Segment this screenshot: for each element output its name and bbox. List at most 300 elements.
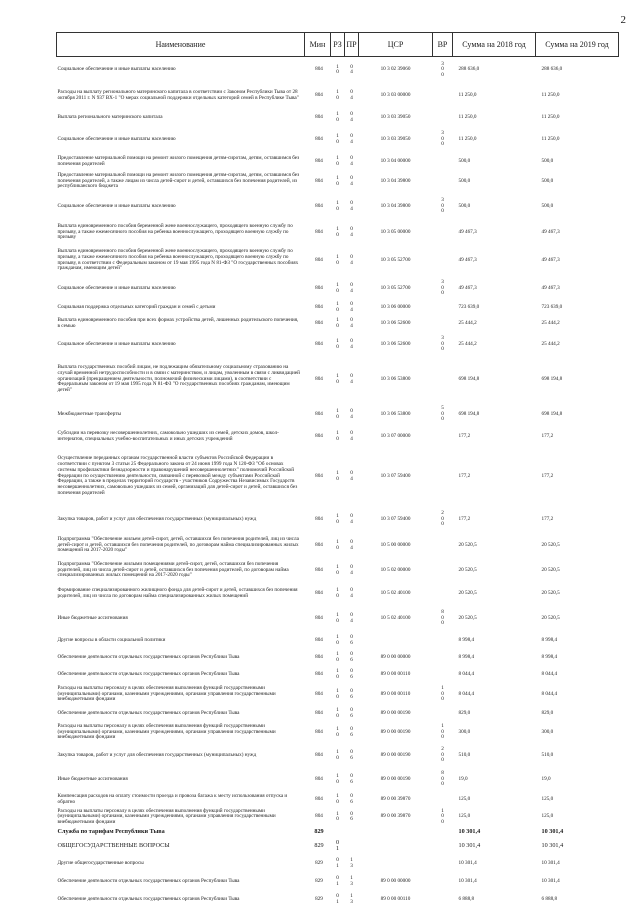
row-pr: [345, 301, 359, 315]
row-csr: 10 3 05 52700: [380, 256, 411, 263]
col-header-csr: ЦСР: [359, 33, 433, 57]
row-min: 804: [315, 589, 323, 596]
row-pr: [345, 245, 359, 277]
row-name: Расходы на выплаты персоналу в целях обеспечения выполнения функций государственными (муниципальными) органами, казенными учреждениями, органами управления государственными внебюджетными фондами: [57, 807, 276, 826]
row-rz: [331, 447, 345, 507]
row-rz-value: 1 0: [336, 132, 339, 145]
table-row: [57, 707, 619, 722]
row-name: Другие общегосударственные вопросы: [57, 859, 144, 866]
row-pr-value: 0 4: [350, 300, 353, 313]
row-sum-2019: 8 998,4: [541, 636, 558, 643]
row-rz: [331, 855, 345, 873]
row-csr: 10 3 06 52600: [380, 319, 411, 326]
row-sum-2018: 125,0: [458, 795, 471, 802]
row-vr: [433, 301, 453, 315]
row-vr: [433, 357, 453, 403]
row-csr: 10 5 02 40100: [380, 589, 411, 596]
row-csr: 10 5 00 00000: [380, 541, 411, 548]
table-row: [57, 357, 619, 403]
row-sum-2018: 49 467,3: [458, 256, 477, 263]
row-min: 829: [314, 827, 324, 835]
table-row: [57, 744, 619, 768]
row-csr: 10 3 04 39800: [380, 202, 411, 209]
row-sum-2018: 20 520,5: [458, 566, 477, 573]
row-sum-2019: 8 044,4: [541, 670, 558, 677]
row-pr-value: 0 6: [350, 633, 353, 646]
row-min: 829: [315, 859, 323, 866]
row-rz: [331, 403, 345, 427]
row-min: 804: [315, 710, 323, 717]
row-sum-2019: 829,0: [541, 710, 554, 717]
row-min: 804: [315, 157, 323, 164]
row-name: Выплата единовременного пособия беременной жене военнослужащего, проходящего военную службу по призыву, а также ежемесячного пособия на ребенка военнослужащего, проходящего военную службу по призыву, в соответствии с Федеральным законом от 19 мая 1995 года N 81-ФЗ "О государственных пособиях гражданам, имеющим детей": [57, 247, 299, 272]
row-pr-value: 1 3: [350, 857, 353, 869]
row-sum-2019: 49 467,3: [541, 228, 560, 235]
table-row: [57, 277, 619, 301]
row-vr-value: 5 0 0: [441, 405, 444, 423]
row-vr: [433, 633, 453, 649]
row-csr: 89 0 00 00000: [380, 877, 411, 884]
row-sum-2018: 300,0: [458, 728, 471, 735]
row-vr: [433, 221, 453, 245]
row-rz-value: 1 0: [336, 633, 339, 646]
row-csr: 10 3 03 39050: [380, 113, 411, 120]
row-sum-2018: 19,0: [458, 775, 468, 782]
row-sum-2019: 10 301,4: [541, 827, 564, 835]
col-header-pr: ПР: [345, 33, 359, 57]
row-rz: [331, 559, 345, 583]
row-vr: [433, 277, 453, 301]
row-name: Подпрограмма "Обеспечение жилыми помещениями детей-сирот, детей, оставшихся без попечения родителей, лиц из числа детей-сирот и детей, оставшихся без попечения родителей, по договорам найма специализированных жилых помещений на 2017-2020 годы": [57, 560, 289, 579]
row-pr-value: 0 4: [350, 281, 353, 294]
row-min: 829: [315, 895, 323, 902]
table-row: [57, 808, 619, 827]
row-rz: [331, 84, 345, 109]
row-pr-value: 0 6: [350, 792, 353, 805]
row-rz-value: 0 1: [336, 857, 339, 869]
row-name: Социальная поддержка отдельных категорий граждан и семей с детьми: [57, 303, 216, 310]
row-vr: [433, 507, 453, 533]
row-min: 804: [315, 636, 323, 643]
row-min: 804: [315, 653, 323, 660]
row-pr: [345, 744, 359, 768]
row-vr-value: 1 0 0: [441, 685, 444, 703]
row-csr: 89 0 00 39870: [380, 813, 411, 820]
row-rz: [331, 707, 345, 722]
row-name: Межбюджетные трансферты: [57, 410, 122, 417]
row-sum-2018: 11 250,0: [458, 113, 477, 120]
row-sum-2018: 20 520,5: [458, 541, 477, 548]
row-sum-2018: 125,0: [458, 813, 471, 820]
row-pr-value: 0 6: [350, 725, 353, 738]
row-vr-value: 8 0 0: [441, 770, 444, 788]
row-csr: 10 3 06 53800: [380, 375, 411, 382]
row-vr: [433, 315, 453, 333]
row-pr-value: 0 6: [350, 810, 353, 823]
row-name: Иные бюджетные ассигнования: [57, 614, 128, 621]
row-pr-value: 0 4: [350, 110, 353, 123]
row-csr: 10 3 06 00000: [380, 303, 411, 310]
row-vr-value: 3 0 0: [441, 335, 444, 353]
table-row: [57, 533, 619, 559]
row-rz: [331, 533, 345, 559]
row-rz: [331, 57, 345, 84]
row-min: 804: [315, 751, 323, 758]
row-rz-value: 1 0: [336, 110, 339, 123]
row-rz-value: 1 0: [336, 253, 339, 266]
row-pr: [345, 722, 359, 744]
row-sum-2018: 500,0: [458, 202, 471, 209]
row-min: 804: [315, 775, 323, 782]
row-csr: [359, 827, 433, 837]
row-sum-2019: 20 520,5: [541, 589, 560, 596]
row-rz-value: 0 1: [336, 875, 339, 887]
row-rz-value: 1 0: [336, 372, 339, 385]
row-csr: 89 0 00 00110: [380, 670, 411, 677]
row-rz: [331, 357, 345, 403]
row-pr: [345, 57, 359, 84]
row-vr: [433, 837, 453, 855]
row-name: Расходы на выплату регионального материнского капитала в соответствии с Законом Республики Тыва от 28 октября 2011 г. N 937 ВХ-1 "О мерах социальной поддержки отдельных категорий семей в Республике Тыва": [57, 89, 299, 101]
table-row: [57, 891, 619, 905]
row-rz: [331, 507, 345, 533]
row-min: 804: [315, 202, 323, 209]
row-sum-2018: 25 444,2: [458, 340, 477, 347]
row-vr: [433, 855, 453, 873]
row-min: 804: [315, 113, 323, 120]
row-csr: 89 0 00 00110: [380, 895, 411, 902]
row-name: Обеспечение деятельности отдельных государственных органов Республики Тыва: [57, 653, 240, 660]
row-csr: 10 3 03 39050: [380, 135, 411, 142]
row-min: 829: [314, 841, 324, 849]
row-pr: [345, 84, 359, 109]
row-csr: 10 3 03 00000: [380, 92, 411, 99]
row-pr-value: 0 4: [350, 225, 353, 238]
row-pr-value: 0 4: [350, 407, 353, 420]
row-pr: [345, 583, 359, 605]
row-pr: [345, 808, 359, 827]
row-min: 804: [315, 284, 323, 291]
row-min: 804: [315, 319, 323, 326]
row-name: Социальное обеспечение и иные выплаты населению: [57, 66, 176, 73]
table-header: [57, 33, 619, 57]
table-row: [57, 427, 619, 447]
row-rz-value: 1 0: [336, 611, 339, 624]
row-sum-2018: 10 301,4: [458, 841, 481, 849]
table-row: [57, 605, 619, 633]
row-sum-2019: 125,0: [541, 795, 554, 802]
row-name: Обеспечение деятельности отдельных государственных органов Республики Тыва: [57, 710, 240, 717]
row-csr: 89 0 00 39870: [380, 795, 411, 802]
row-csr: 89 0 00 00190: [380, 775, 411, 782]
row-rz: [331, 722, 345, 744]
row-pr-value: 0 4: [350, 337, 353, 350]
row-sum-2019: 49 467,3: [541, 256, 560, 263]
row-vr-value: 1 0 0: [441, 807, 444, 825]
table-row: [57, 127, 619, 153]
row-pr-value: 0 4: [350, 316, 353, 329]
row-pr-value: 0 6: [350, 667, 353, 680]
row-sum-2019: 8 998,4: [541, 653, 558, 660]
row-name: Расходы на выплаты персоналу в целях обеспечения выполнения функций государственными (муниципальными) органами, казенными учреждениями, органами управления государственными внебюджетными фондами: [57, 684, 276, 703]
row-min: 804: [315, 566, 323, 573]
row-pr-value: 0 6: [350, 707, 353, 719]
row-pr: [345, 109, 359, 127]
row-vr: [433, 447, 453, 507]
row-sum-2018: 723 639,0: [458, 303, 480, 310]
table-row: [57, 667, 619, 683]
row-sum-2018: 829,0: [458, 710, 471, 717]
row-min: 829: [315, 877, 323, 884]
row-pr: [345, 633, 359, 649]
table-row: [57, 447, 619, 507]
row-pr: [345, 707, 359, 722]
row-sum-2019: 500,0: [541, 202, 554, 209]
row-vr-value: 3 0 0: [441, 60, 444, 79]
row-pr-value: 0 4: [350, 199, 353, 212]
row-pr-value: 0 6: [350, 650, 353, 663]
row-sum-2018: 177,2: [458, 432, 471, 439]
row-rz: [331, 683, 345, 707]
row-rz-value: 1 0: [336, 407, 339, 420]
col-header-sum-2019: Сумма на 2019 год: [536, 33, 619, 57]
row-csr: 10 3 06 52600: [380, 340, 411, 347]
row-csr: 10 3 05 00000: [380, 228, 411, 235]
row-vr: [433, 707, 453, 722]
row-name: Закупка товаров, работ и услуг для обеспечения государственных (муниципальных) нужд: [57, 751, 257, 758]
row-vr: [433, 873, 453, 891]
row-sum-2018: 500,0: [458, 157, 471, 164]
row-rz: [331, 792, 345, 808]
table-row: [57, 873, 619, 891]
row-min: 804: [315, 135, 323, 142]
row-sum-2018: 698 194,8: [458, 375, 480, 382]
row-vr-value: 3 0 0: [441, 130, 444, 148]
row-pr-value: 0 4: [350, 512, 353, 525]
row-min: 804: [315, 472, 323, 479]
table-row: [57, 722, 619, 744]
row-sum-2018: 500,0: [458, 177, 471, 184]
row-vr: [433, 808, 453, 827]
row-name: Расходы на выплаты персоналу в целях обеспечения выполнения функций государственными (муниципальными) органами, казенными учреждениями, органами управления государственными внебюджетными фондами: [57, 722, 276, 741]
row-vr-value: 8 0 0: [441, 609, 444, 627]
row-sum-2019: 500,0: [541, 157, 554, 164]
row-sum-2019: 698 194,8: [541, 410, 563, 417]
row-pr-value: 1 3: [350, 875, 353, 887]
row-name: Предоставление материальной помощи на ремонт жилого помещения детям-сиротам, детям, оставшимся без попечения родителей, а также лицам из числа детей-сирот и детей, оставшихся без попечения родителей, из республиканского бюджета: [57, 171, 300, 190]
row-csr: 10 5 02 40100: [380, 614, 411, 621]
row-pr: [345, 171, 359, 193]
row-name: Социальное обеспечение и иные выплаты населению: [57, 340, 176, 347]
row-min: 804: [315, 66, 323, 73]
row-sum-2018: 10 301,4: [458, 859, 477, 866]
row-csr: 10 3 07 59400: [380, 515, 411, 522]
row-name: Обеспечение деятельности отдельных государственных органов Республики Тыва: [57, 670, 240, 677]
row-sum-2019: 510,0: [541, 751, 554, 758]
row-rz-value: 1 0: [336, 792, 339, 805]
row-rz: [331, 768, 345, 792]
row-sum-2018: 8 044,4: [458, 690, 475, 697]
row-rz: [331, 827, 345, 837]
row-vr-value: 1 0 0: [441, 723, 444, 741]
row-name: Обеспечение деятельности отдельных государственных органов Республики Тыва: [57, 895, 240, 902]
table-row: [57, 301, 619, 315]
table-row: [57, 221, 619, 245]
table-row: [57, 171, 619, 193]
row-sum-2019: 125,0: [541, 813, 554, 820]
row-sum-2018: 8 998,4: [458, 653, 475, 660]
row-sum-2019: 10 301,4: [541, 859, 560, 866]
row-rz: [331, 301, 345, 315]
row-rz-value: 1 0: [336, 337, 339, 350]
col-header-vr: ВР: [433, 33, 453, 57]
row-pr: [345, 127, 359, 153]
row-pr-value: 0 4: [350, 253, 353, 266]
row-csr: 89 0 00 00190: [380, 751, 411, 758]
table-row: [57, 768, 619, 792]
row-vr-value: 2 0 0: [441, 746, 444, 764]
table-row: [57, 507, 619, 533]
row-vr: [433, 171, 453, 193]
row-name: Осуществление переданных органам государственной власти субъектов Российской Федерации в соответствии с пунктом 3 статьи 25 Федерального закона от 24 июня 1999 года N 120-ФЗ "Об основах системы профилактики безнадзорности и правонарушений несовершеннолетних" полномочий Российской Федерации по осуществлению деятельности, связанной с перевозкой между субъектами Российской Федерации, а также в пределах территорий государств - участников Содружества Независимых Государств несовершеннолетних, самовольно ушедших из семей, организаций для детей-сирот и детей, оставшихся без попечения родителей: [57, 455, 298, 496]
row-name: Служба по тарифам Республики Тыва: [57, 827, 165, 835]
row-rz-value: 1 0: [336, 199, 339, 212]
row-sum-2018: 49 467,3: [458, 228, 477, 235]
row-sum-2019: 300,0: [541, 728, 554, 735]
row-name: Социальное обеспечение и иные выплаты населению: [57, 284, 176, 291]
row-min: 804: [315, 92, 323, 99]
row-vr: [433, 768, 453, 792]
row-rz: [331, 171, 345, 193]
row-name: Формирование специализированного жилищного фонда для детей-сирот и детей, оставшихся без попечения родителей, лиц из числа по договорам найма специализированных жилых помещений: [57, 586, 298, 599]
row-sum-2019: 49 467,3: [541, 284, 560, 291]
row-min: 804: [315, 340, 323, 347]
row-pr: [345, 559, 359, 583]
row-sum-2018: 11 250,0: [458, 92, 477, 99]
row-name: Социальное обеспечение и иные выплаты населению: [57, 135, 176, 142]
row-pr: [345, 605, 359, 633]
row-sum-2018: 11 250,0: [458, 135, 477, 142]
row-csr: [359, 837, 433, 855]
row-sum-2019: 8 044,4: [541, 690, 558, 697]
row-rz-value: 1 0: [336, 174, 339, 187]
row-sum-2019: 11 250,0: [541, 92, 560, 99]
row-pr: [345, 403, 359, 427]
row-csr: 10 3 05 52700: [380, 284, 411, 291]
row-rz: [331, 427, 345, 447]
row-name: ОБЩЕГОСУДАРСТВЕННЫЕ ВОПРОСЫ: [57, 841, 170, 849]
row-rz: [331, 744, 345, 768]
row-rz: [331, 333, 345, 357]
table-row: [57, 633, 619, 649]
row-vr: [433, 792, 453, 808]
row-rz-value: 1 0: [336, 725, 339, 738]
row-csr: 10 3 02 39060: [380, 66, 411, 73]
col-header-rz: РЗ: [331, 33, 345, 57]
row-sum-2018: 10 301,4: [458, 827, 481, 835]
row-rz: [331, 873, 345, 891]
row-rz-value: 1 0: [336, 772, 339, 785]
row-pr-value: 0 4: [350, 154, 353, 167]
row-min: 804: [315, 177, 323, 184]
row-rz-value: 1 0: [336, 89, 339, 101]
row-sum-2019: 288 636,0: [541, 66, 563, 73]
row-rz-value: 1 0: [336, 469, 339, 482]
row-sum-2019: 20 520,5: [541, 566, 560, 573]
row-sum-2018: 49 467,3: [458, 284, 477, 291]
table-row: [57, 649, 619, 667]
row-pr: [345, 768, 359, 792]
row-min: 804: [315, 432, 323, 439]
row-sum-2018: 510,0: [458, 751, 471, 758]
row-sum-2019: 723 639,0: [541, 303, 563, 310]
table-row: [57, 855, 619, 873]
row-pr: [345, 193, 359, 221]
row-rz-value: 1 0: [336, 687, 339, 700]
row-sum-2019: 6 888,8: [541, 895, 558, 902]
table-row: [57, 315, 619, 333]
row-pr-value: 0 4: [350, 372, 353, 385]
row-sum-2019: 19,0: [541, 775, 551, 782]
row-sum-2018: 698 194,8: [458, 410, 480, 417]
row-csr: 89 0 00 00190: [380, 728, 411, 735]
row-vr: [433, 403, 453, 427]
row-pr-value: 0 4: [350, 174, 353, 187]
row-sum-2018: 20 520,5: [458, 614, 477, 621]
row-rz-value: 1 0: [336, 707, 339, 719]
row-vr: [433, 667, 453, 683]
row-sum-2018: 288 636,0: [458, 66, 480, 73]
row-sum-2018: 177,2: [458, 472, 471, 479]
row-csr: 10 3 06 53800: [380, 410, 411, 417]
row-csr: 10 5 02 00000: [380, 566, 411, 573]
row-vr: [433, 127, 453, 153]
row-min: 804: [315, 728, 323, 735]
row-pr-value: 0 4: [350, 563, 353, 576]
row-rz-value: 0 1: [335, 839, 340, 852]
row-pr-value: 0 4: [350, 611, 353, 624]
row-csr: 10 3 04 00000: [380, 157, 411, 164]
row-name: Предоставление материальной помощи на ремонт жилого помещения детям-сиротам, детям, оставшимся без попечения родителей: [57, 154, 300, 167]
row-min: 804: [315, 614, 323, 621]
row-rz-value: 1 0: [336, 748, 339, 761]
row-min: 804: [315, 541, 323, 548]
table-row: [57, 792, 619, 808]
row-vr: [433, 533, 453, 559]
row-rz-value: 1 0: [336, 225, 339, 238]
row-pr-value: 0 4: [350, 132, 353, 145]
table-row: [57, 84, 619, 109]
row-sum-2018: 6 888,8: [458, 895, 475, 902]
row-name: Подпрограмма "Обеспечение жильем детей-сирот, детей, оставшихся без попечения родителей, лиц из числа детей-сирот и детей, оставшихся без попечения родителей, по договорам найма специализированных жилых помещений на 2017-2020 годы": [57, 535, 299, 554]
row-pr: [345, 667, 359, 683]
row-min: 804: [315, 813, 323, 820]
row-sum-2019: 25 444,2: [541, 340, 560, 347]
row-pr-value: 0 4: [350, 469, 353, 482]
row-rz: [331, 221, 345, 245]
row-rz-value: 1 0: [336, 538, 339, 551]
row-min: 804: [315, 375, 323, 382]
row-sum-2019: 177,2: [541, 515, 554, 522]
row-pr: [345, 427, 359, 447]
table-row: [57, 683, 619, 707]
row-rz-value: 1 0: [336, 563, 339, 576]
row-name: Закупка товаров, работ и услуг для обеспечения государственных (муниципальных) нужд: [57, 515, 257, 522]
row-pr-value: 0 4: [350, 586, 353, 599]
row-csr: 89 0 00 00110: [380, 690, 411, 697]
row-pr: [345, 333, 359, 357]
table-row: [57, 403, 619, 427]
